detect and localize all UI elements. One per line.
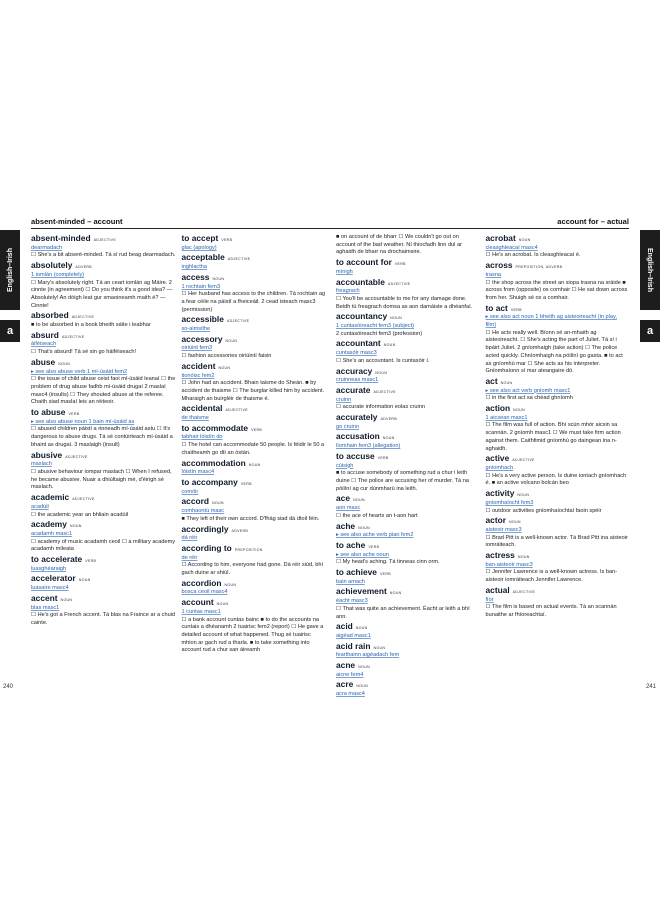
- dictionary-entry: [486, 404, 630, 453]
- part-of-speech: NOUN: [58, 361, 70, 366]
- column: [182, 234, 327, 682]
- translation: éacht masc3: [336, 598, 368, 605]
- translation: comhaontú masc: [181, 508, 225, 515]
- headword: active: [485, 453, 510, 464]
- part-of-speech: PREPOSITION: [234, 547, 263, 552]
- translation: luasghéaraigh: [31, 565, 67, 572]
- dictionary-entry: [182, 234, 327, 252]
- headword: accuracy: [336, 365, 373, 376]
- column: [31, 234, 176, 682]
- headword: to abuse: [31, 407, 66, 418]
- headword: action: [485, 403, 511, 414]
- part-of-speech: ADVERB: [231, 528, 249, 533]
- dictionary-entry: [182, 315, 327, 333]
- headword: to accompany: [181, 476, 238, 487]
- headword: acne: [336, 660, 356, 671]
- part-of-speech: NOUN: [358, 665, 370, 670]
- dictionary-entry: [31, 311, 176, 329]
- example: ☐ He's an acrobat. Is cleasghleacaí é.: [485, 252, 581, 259]
- headword: ache: [336, 520, 356, 531]
- headword: to ache: [336, 539, 366, 550]
- example: ☐ She's an accountant. Is cuntasóir í.: [336, 357, 430, 364]
- dictionary-entry: [31, 555, 176, 573]
- part-of-speech: ADVERB: [75, 265, 93, 270]
- headword: accelerator: [31, 573, 76, 584]
- example: ☐ abusive behaviour iompar maslach ☐ When I refused, he became abusive. Nuair a dhiúltaigh mé, d'éirigh sé maslach.: [31, 468, 172, 491]
- dictionary-entry: [336, 258, 480, 276]
- dictionary-entry: [486, 234, 630, 260]
- headword: accountable: [336, 276, 385, 287]
- headword: absorbed: [31, 310, 69, 321]
- dictionary-entry: [336, 278, 480, 312]
- language-tab-label: English–Irish: [6, 248, 14, 292]
- translation: trasna: [485, 271, 502, 278]
- part-of-speech: NOUN: [383, 343, 396, 348]
- dictionary-entry: [182, 579, 327, 597]
- part-of-speech: NOUN: [375, 370, 388, 375]
- example: ☐ That's absurd! Tá sé sin go háiféiseach!: [31, 349, 137, 356]
- translation: acadúil: [31, 503, 49, 510]
- example: 2 cuntasóireacht fem3 (profession): [336, 330, 423, 337]
- part-of-speech: ADJECTIVE: [61, 334, 85, 339]
- part-of-speech: ADJECTIVE: [227, 257, 251, 262]
- letter-tab: a: [640, 320, 660, 342]
- dictionary-entry: [336, 541, 480, 567]
- part-of-speech: NOUN: [518, 238, 531, 242]
- dictionary-entry: [182, 478, 327, 496]
- example: ☐ accurate information eolas cruinn: [336, 404, 425, 411]
- headword: achievement: [336, 586, 387, 597]
- translation: 1 aicsean masc1: [485, 414, 528, 421]
- part-of-speech: NOUN: [500, 380, 513, 385]
- translation: tabhair lóistín do: [181, 434, 223, 441]
- headword: actress: [485, 550, 515, 561]
- page-number: 241: [645, 684, 656, 690]
- translation: cruinneas masc1: [336, 377, 379, 384]
- part-of-speech: VERB: [394, 262, 406, 267]
- translation: so-aimsithe: [181, 326, 211, 333]
- translation: glac (apology): [181, 244, 217, 251]
- translation: maslach: [31, 461, 52, 468]
- translation: ▸ see also ache noun: [336, 551, 389, 558]
- headword: access: [181, 271, 210, 282]
- headword: to achieve: [336, 567, 377, 578]
- dictionary-entry: [31, 331, 176, 357]
- translation: mínigh: [336, 268, 353, 275]
- translation: cruinn: [336, 396, 352, 403]
- dictionary-entry: [486, 516, 630, 550]
- headword: accent: [31, 592, 58, 603]
- dictionary-entry: [336, 312, 480, 338]
- columns: [336, 233, 629, 698]
- dictionary-entry: [336, 234, 480, 257]
- headword: across: [485, 260, 513, 271]
- example: ☐ academy of music acadamh ceoil ☐ a military academy acadamh míleata: [31, 538, 176, 553]
- dictionary-entry: [182, 497, 327, 523]
- headword: absolutely: [31, 260, 73, 271]
- headword: accurate: [336, 384, 371, 395]
- dictionary-entry: [31, 594, 176, 628]
- part-of-speech: NOUN: [352, 498, 365, 503]
- dictionary-entry: [182, 424, 327, 458]
- headword: account: [181, 597, 214, 608]
- example: ■ on account of de bharr ☐ We couldn't go out on account of the bad weather. Ní thiocfadh linn dul ar aghaidh de bharr na drochaimsire.: [336, 234, 462, 256]
- headword: actor: [485, 515, 506, 526]
- part-of-speech: NOUN: [355, 626, 368, 631]
- example: ☐ Her husband has access to the children. Tá rochtain ag a fear céile na páistí a fheiceáil. 2 cead isteach masc3 (permission): [181, 291, 326, 313]
- headword: accident: [181, 360, 216, 371]
- part-of-speech: ADJECTIVE: [226, 319, 250, 324]
- headword: absurd: [31, 329, 59, 340]
- part-of-speech: NOUN: [390, 316, 402, 321]
- headword: accordingly: [181, 523, 229, 534]
- part-of-speech: NOUN: [69, 524, 82, 529]
- dictionary-entry: [486, 454, 630, 488]
- translation: acra masc4: [336, 691, 365, 698]
- translation: bain amach: [336, 578, 365, 585]
- dictionary-entry: [182, 544, 327, 578]
- dictionary-entry: [182, 459, 327, 477]
- headword: activity: [485, 488, 515, 499]
- example: ☐ a bank account cuntas bainc ■ to do the accounts na cuntais a dhéanamh 2 tuairisc fem2 (report) ☐ He gave a detailed account of what happened. Thug sé tuairisc mhion ar gach rud a tharla. ■ to take something into account rud a chur san áireamh: [181, 616, 324, 654]
- headword: to accommodate: [181, 422, 249, 433]
- dictionary-entry: [486, 304, 630, 376]
- example: ☐ Brad Pitt is a well-known actor. Tá Brad Pitt ina aisteoir iomráiteach.: [485, 534, 628, 549]
- example: ☐ in the first act sa chéad ghníomh: [485, 395, 573, 402]
- column: [486, 234, 630, 682]
- translation: cleasghleacaí masc4: [485, 244, 538, 251]
- part-of-speech: NOUN: [513, 408, 525, 413]
- translation: 1 cuntasóireacht fem3 (subject): [336, 323, 415, 330]
- headword: academy: [31, 519, 67, 530]
- dictionary-entry: [336, 367, 480, 385]
- headword: academic: [31, 492, 70, 503]
- part-of-speech: NOUN: [216, 602, 229, 607]
- translation: ▸ see also abuse verb 1 mí-úsáid fem2: [31, 368, 128, 375]
- part-of-speech: NOUN: [517, 493, 530, 498]
- example: ☐ Mary's absolutely right. Tá an ceart iomlán ag Máire. 2 cinnte (in agreement) ☐ Do you think it's a good idea? — Absolutely! An dóigh leat gur smaoineamh maith é? — Cinnte!: [31, 279, 173, 309]
- running-head: account for – actual: [557, 217, 629, 226]
- headword: accommodation: [181, 457, 246, 468]
- example: ☐ Jennifer Lawrence is a well-known actress. Is ban-aisteoir iomráiteach Jennifer Lawrence.: [485, 569, 618, 584]
- translation: gníomhaíocht fem3: [485, 499, 534, 506]
- example: ☐ That was quite an achievement. Éacht ar leith a bhí ann.: [336, 605, 470, 620]
- translation: ▸ see also act noun 1 bheith ag aisteoireacht (in play, film): [485, 314, 617, 329]
- part-of-speech: NOUN: [248, 462, 261, 467]
- dictionary-entry: [336, 622, 480, 640]
- dictionary-entry: [486, 586, 630, 620]
- headword: actual: [485, 584, 510, 595]
- page-number: 240: [3, 684, 14, 690]
- example: ■ to accuse somebody of something rud a chur i leith duine ☐ The police are accusing her of murder. Tá na póilíní ag cur dúnmharú ina leith.: [336, 470, 469, 492]
- example: ☐ The film was full of action. Bhí scún mhór aicsin sa scannán. 2 gníomh masc1 ☐ We must take firm action against them. Caithfimid gníomhú go daingean ina n-aghaidh.: [485, 422, 621, 452]
- dictionary-entry: [31, 358, 176, 407]
- part-of-speech: NOUN: [382, 436, 395, 441]
- dictionary-entry: [182, 598, 327, 655]
- example: ☐ My head's aching. Tá tinneas cinn orm.: [336, 559, 440, 566]
- translation: ▸ see also ache verb pian fem2: [336, 532, 414, 539]
- translation: blas masc1: [31, 604, 60, 611]
- part-of-speech: NOUN: [389, 591, 402, 596]
- headword: to act: [485, 302, 508, 313]
- example: ☐ the shop across the street an siopa trasna na sráide ■ across from (opposite) os comhair ☐ He sat down across from her. Shuigh sé os a comhair.: [485, 279, 628, 301]
- part-of-speech: NOUN: [212, 276, 225, 281]
- language-tab-label: English–Irish: [646, 248, 654, 292]
- translation: aon masc: [336, 505, 361, 512]
- part-of-speech: NOUN: [356, 684, 369, 689]
- part-of-speech: NOUN: [218, 365, 231, 370]
- part-of-speech: VERB: [368, 544, 380, 549]
- translation: comóir: [181, 488, 199, 495]
- part-of-speech: ADJECTIVE: [65, 454, 88, 459]
- header-rule: [31, 228, 330, 229]
- translation: gníomhach: [485, 464, 514, 471]
- headword: ace: [336, 493, 350, 504]
- translation: de thaisme: [181, 415, 209, 422]
- dictionary-entry: [31, 451, 176, 493]
- dictionary-entry: [336, 413, 480, 431]
- translation: dá réir: [181, 535, 198, 542]
- part-of-speech: NOUN: [225, 338, 238, 343]
- part-of-speech: VERB: [68, 412, 80, 417]
- example: ☐ outdoor activities gníomhaíochtaí faoin spéir: [485, 507, 602, 514]
- dictionary-entry: [182, 404, 327, 422]
- part-of-speech: NOUN: [78, 578, 91, 583]
- dictionary-entry: [182, 273, 327, 315]
- part-of-speech: ADVERB: [380, 417, 398, 422]
- part-of-speech: ADJECTIVE: [512, 589, 536, 594]
- dictionary-entry: [336, 522, 480, 540]
- column: [336, 234, 480, 698]
- headword: to accuse: [336, 450, 375, 461]
- dictionary-entry: [336, 494, 480, 520]
- headword: act: [485, 375, 498, 386]
- dictionary-entry: [336, 661, 480, 679]
- part-of-speech: ADJECTIVE: [373, 389, 396, 394]
- part-of-speech: VERB: [251, 427, 263, 432]
- dictionary-entry: [336, 339, 480, 365]
- part-of-speech: ADJECTIVE: [512, 458, 535, 463]
- translation: fíor: [485, 596, 494, 603]
- example: ■ to be absorbed in a book bheith sáite i leabhar: [31, 322, 151, 329]
- headword: accordion: [181, 577, 222, 588]
- part-of-speech: PREPOSITION, ADVERB: [515, 265, 563, 270]
- translation: de réir: [181, 554, 198, 561]
- translation: ▸ see also act verb gníomh masc1: [485, 387, 571, 394]
- headword: accurately: [336, 412, 378, 423]
- translation: aicne fem4: [336, 671, 364, 678]
- translation: cúisigh: [336, 462, 354, 469]
- example: ☐ According to him, everyone had gone. Dá réir siúd, bhí gach duine ar shiúl.: [181, 562, 324, 577]
- dictionary-entry: [31, 493, 176, 519]
- headword: abusive: [31, 449, 63, 460]
- example: ■ They left of their own accord. D'fhág siad dá dtoil féin.: [181, 515, 320, 522]
- example: ☐ the academic year an bhliain acadúil: [31, 511, 129, 518]
- language-tab: [640, 230, 660, 310]
- headword: to account for: [336, 257, 392, 268]
- letter-tab: a: [0, 320, 20, 342]
- headword: acre: [336, 679, 354, 690]
- dictionary-entry: [182, 335, 327, 361]
- headword: acid rain: [336, 640, 371, 651]
- part-of-speech: NOUN: [211, 501, 224, 506]
- part-of-speech: ADJECTIVE: [72, 497, 95, 502]
- translation: líomhain fem3 (allegation): [336, 443, 401, 450]
- headword: accessory: [181, 333, 223, 344]
- part-of-speech: NOUN: [508, 520, 521, 525]
- headword: acceptable: [181, 252, 225, 263]
- part-of-speech: VERB: [221, 238, 233, 242]
- headword: accusation: [336, 431, 380, 442]
- dictionary-entry: [336, 432, 480, 450]
- part-of-speech: NOUN: [224, 582, 237, 587]
- left-page: [0, 208, 330, 694]
- dictionary-entry: [336, 680, 480, 698]
- translation: go cruinn: [336, 423, 360, 430]
- headword: to accelerate: [31, 554, 83, 565]
- part-of-speech: ADJECTIVE: [93, 238, 117, 242]
- language-tab: [0, 230, 20, 310]
- dictionary-entry: [336, 587, 480, 621]
- translation: 1 rochtain fem3: [181, 283, 221, 290]
- headword: acid: [336, 621, 353, 632]
- dictionary-entry: [486, 261, 630, 303]
- running-head: absent-minded – account: [31, 217, 123, 226]
- dictionary-entry: [336, 642, 480, 660]
- translation: aigéad masc1: [336, 632, 371, 639]
- dictionary-entry: [31, 574, 176, 592]
- translation: freagrach: [336, 288, 360, 295]
- example: ☐ He's got a French accent. Tá blas na Fraince ar a chuid cainte.: [31, 612, 176, 626]
- dictionary-entry: [486, 551, 630, 585]
- part-of-speech: VERB: [379, 572, 391, 577]
- dictionary-entry: [31, 408, 176, 450]
- dictionary-entry: [336, 386, 480, 412]
- columns: [31, 234, 326, 682]
- example: ☐ fashion accessories oiriúintí faisin: [181, 353, 272, 360]
- example: ☐ The film is based on actual events. Tá an scannán bunaithe ar fhíoreachtaí.: [485, 604, 617, 618]
- translation: luasaire masc4: [31, 585, 69, 592]
- dictionary-entry: [31, 261, 176, 310]
- translation: acadamh masc1: [31, 530, 73, 537]
- headword: to accept: [181, 233, 219, 243]
- headword: abuse: [31, 356, 56, 367]
- headword: accord: [181, 496, 209, 507]
- example: ☐ John had an accident. Bhain taisme do Sheán. ■ by accident de thaisme ☐ The burglar killed him by accident. Mharaigh an buirgléir de thaisme é.: [181, 380, 325, 402]
- translation: aisteoir masc3: [485, 526, 522, 533]
- translation: cuntasóir masc3: [336, 350, 377, 357]
- dictionary-entry: [31, 520, 176, 554]
- translation: áiféiseach: [31, 341, 57, 348]
- dictionary-entry: [336, 452, 480, 494]
- example: ☐ The hotel can accommodate 50 people. Is féidir le 50 a chaitheamh go dtí an óstán.: [181, 442, 325, 456]
- headword: according to: [181, 542, 232, 553]
- example: ☐ He acts really well. Bíonn sé an-mhaith ag aisteoireacht. ☐ She's acting the part of Juliet. Tá sí i bpáirt Juliet. 2 gníomhaigh (take action) ☐ The police acted quickly. Chníomhaigh na póilíní go gasta. ■ to act as gníomhú mar ☐ She acts as his interpreter. Gníomhaíonn sí mar ateangaire dó.: [485, 329, 623, 375]
- part-of-speech: VERB: [377, 455, 389, 460]
- part-of-speech: VERB: [240, 481, 252, 486]
- translation: tionóisc fem2: [181, 372, 215, 379]
- part-of-speech: NOUN: [517, 555, 530, 560]
- translation: inghlactha: [181, 264, 208, 271]
- headword: accessible: [181, 314, 224, 325]
- translation: oiriúint fem3: [181, 345, 212, 352]
- part-of-speech: VERB: [510, 307, 522, 312]
- translation: 1 iomlán (completely): [31, 271, 85, 278]
- right-page: [330, 208, 660, 698]
- part-of-speech: ADJECTIVE: [225, 408, 248, 413]
- part-of-speech: ADJECTIVE: [387, 281, 411, 286]
- dictionary-entry: [486, 377, 630, 403]
- example: ☐ She's a bit absent-minded. Tá sí rud beag dearmadach.: [31, 252, 176, 259]
- part-of-speech: NOUN: [60, 597, 73, 602]
- dictionary-entry: [486, 489, 630, 515]
- example: ☐ the ace of hearts an t-aon hart: [336, 512, 418, 519]
- headword: acrobat: [485, 233, 516, 243]
- example: ☐ You'll be accountable to me for any damage done. Beidh tú freagrach domsa as aon damáiste a dhéanfaí.: [336, 295, 473, 310]
- part-of-speech: NOUN: [358, 525, 370, 530]
- dictionary-entry: [31, 234, 176, 260]
- headword: accountancy: [336, 311, 388, 322]
- example: ☐ abused children páistí a rinneadh mí-úsáid astu ☐ It's dangerous to abuse drugs. Tá sé contúirteach mí-úsáid a bhaint as drugaí. 3 maslaigh (insult): [31, 426, 173, 448]
- header-rule: [330, 228, 629, 229]
- translation: ▸ see also abuse noun 1 bain mí-úsáid as: [31, 418, 135, 425]
- part-of-speech: NOUN: [373, 645, 386, 650]
- translation: bosca ceoil masc4: [181, 589, 228, 596]
- part-of-speech: VERB: [85, 559, 97, 564]
- example: ☐ He's a very active person. Is duine iontach gníomhach é. ■ an active volcano bolcán beo: [485, 472, 627, 487]
- headword: accidental: [181, 403, 223, 414]
- dictionary-entry: [182, 253, 327, 271]
- dictionary-entry: [182, 362, 327, 404]
- translation: 1 cuntas masc1: [181, 608, 221, 615]
- example: ☐ the issue of child abuse ceist faoi mí-úsáid leanaí ☐ the problem of drug abuse fadhb mí-úsáid drugaí 2 maslaí masc4 (insults) ☐ They shouted abuse at the referee. Chaith siad maslaí leis an réiteoir.: [31, 376, 176, 406]
- dictionary-spread: [0, 208, 660, 698]
- part-of-speech: ADJECTIVE: [71, 315, 95, 320]
- headword: absent-minded: [31, 233, 91, 243]
- translation: fearthainn aigéadach fem: [336, 652, 400, 659]
- translation: lóistín masc4: [181, 469, 215, 476]
- headword: accountant: [336, 338, 381, 349]
- dictionary-entry: [336, 568, 480, 586]
- translation: dearmadach: [31, 244, 63, 251]
- dictionary-entry: [182, 525, 327, 543]
- translation: ban-aisteoir masc3: [485, 561, 533, 568]
